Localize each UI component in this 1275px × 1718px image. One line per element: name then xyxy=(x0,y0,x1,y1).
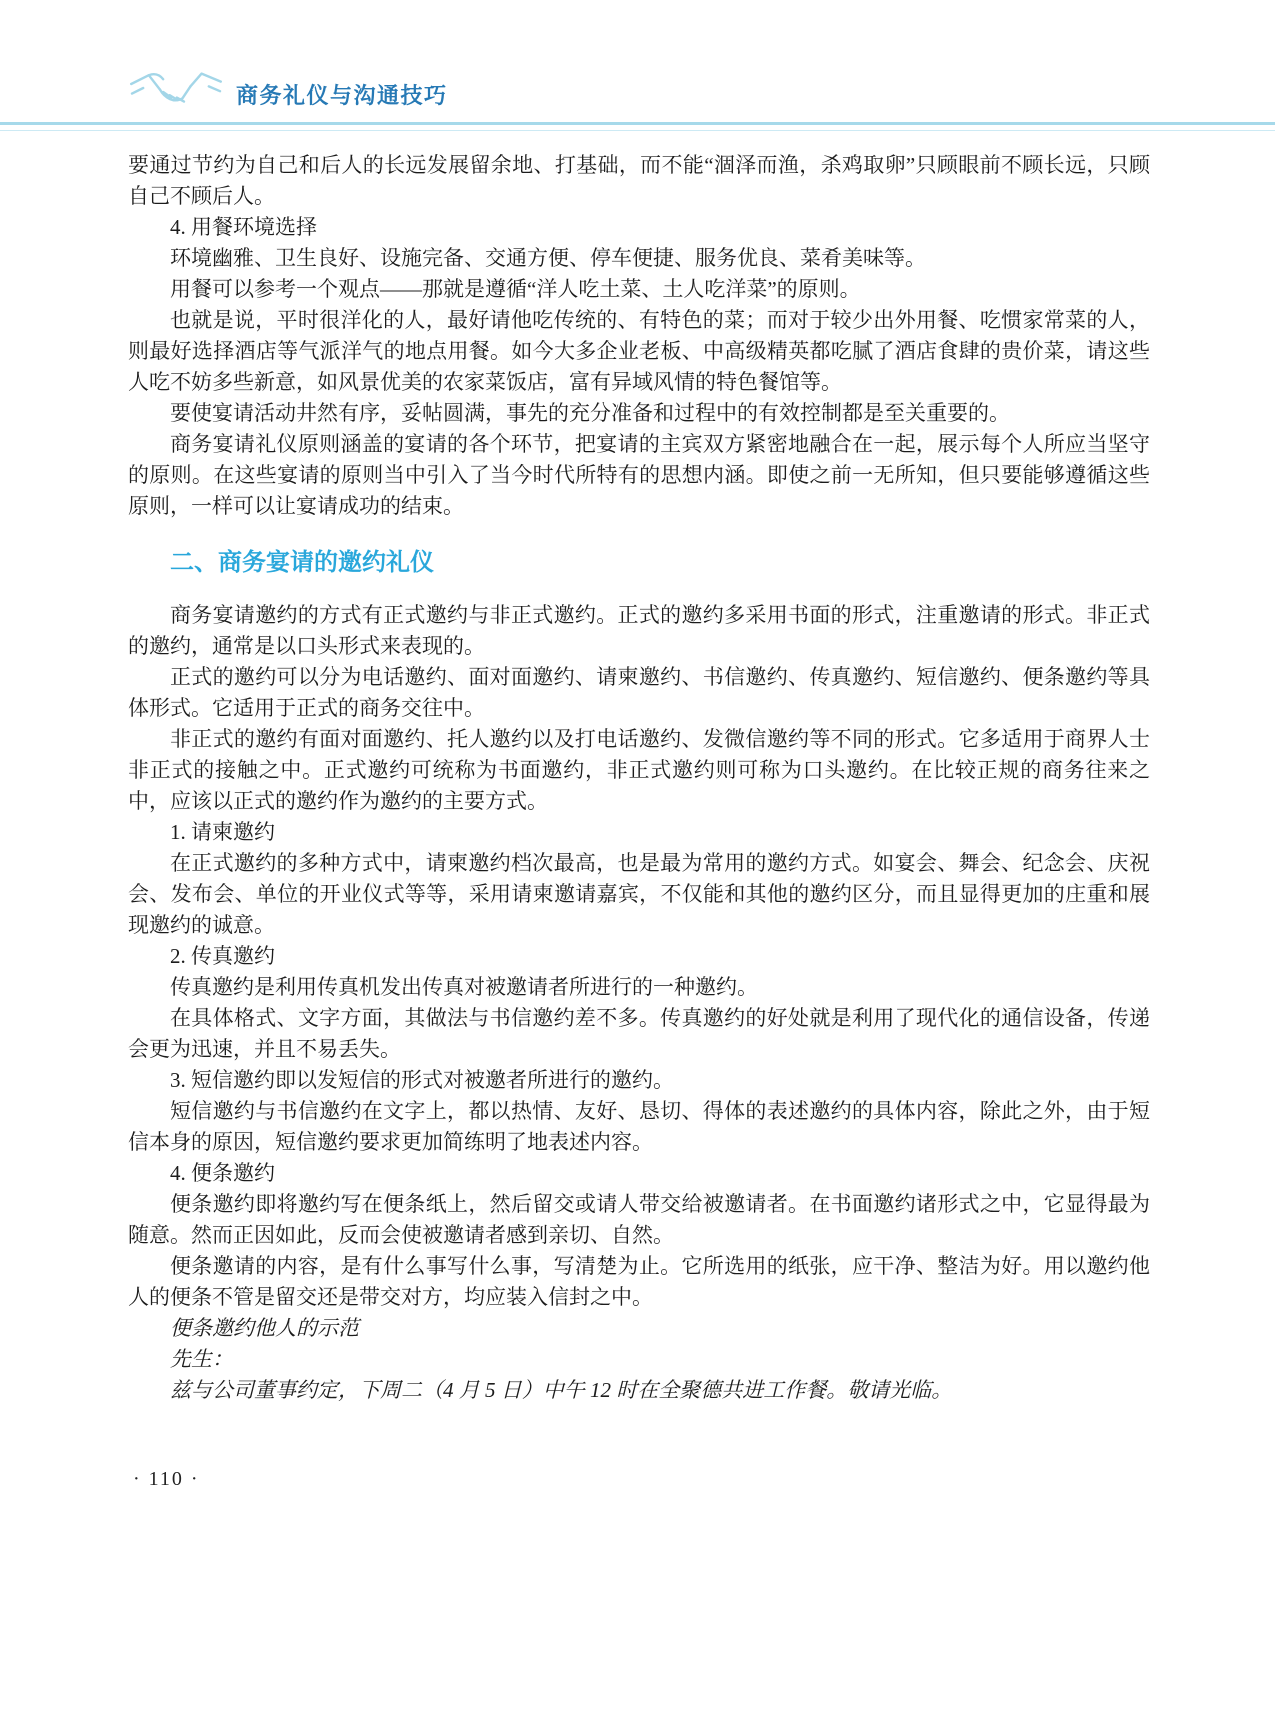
paragraph: 用餐可以参考一个观点——那就是遵循“洋人吃土菜、土人吃洋菜”的原则。 xyxy=(170,277,861,301)
paragraph: 传真邀约是利用传真机发出传真对被邀请者所进行的一种邀约。 xyxy=(170,975,758,999)
paragraph: 商务宴请邀约的方式有正式邀约与非正式邀约。正式的邀约多采用书面的形式，注重邀请的形式。非正式的邀约，通常是以口头形式来表现的。 xyxy=(128,603,1150,658)
paragraph: 2. 传真邀约 xyxy=(170,944,275,968)
page-header xyxy=(0,0,1275,131)
paragraph: 便条邀请的内容，是有什么事写什么事，写清楚为止。它所选用的纸张，应干净、整洁为好。用以邀约他人的便条不管是留交还是带交对方，均应装入信封之中。 xyxy=(128,1254,1150,1309)
header-row xyxy=(0,0,1275,122)
paragraph: 商务宴请礼仪原则涵盖的宴请的各个环节，把宴请的主宾双方紧密地融合在一起，展示每个人所应当坚守的原则。在这些宴请的原则当中引入了当今时代所特有的思想内涵。即使之前一无所知，但只要能够遵循这些原则，一样可以让宴请成功的结束。 xyxy=(128,432,1150,518)
example-line: 兹与公司董事约定，下周二（4 月 5 日）中午 12 时在全聚德共进工作餐。敬请光临。 xyxy=(170,1378,953,1402)
paragraph: 便条邀约即将邀约写在便条纸上，然后留交或请人带交给被邀请者。在书面邀约诸形式之中，它显得最为随意。然而正因如此，反而会使被邀请者感到亲切、自然。 xyxy=(128,1192,1150,1247)
paragraph: 3. 短信邀约即以发短信的形式对被邀者所进行的邀约。 xyxy=(170,1068,674,1092)
paragraph: 在正式邀约的多种方式中，请柬邀约档次最高，也是最为常用的邀约方式。如宴会、舞会、纪念会、庆祝会、发布会、单位的开业仪式等等，采用请柬邀请嘉宾，不仅能和其他的邀约区分，而且显得更加的庄重和展现邀约的诚意。 xyxy=(128,851,1150,937)
paragraph: 1. 请柬邀约 xyxy=(170,820,275,844)
header-divider-thick xyxy=(0,122,1275,125)
paragraph: 在具体格式、文字方面，其做法与书信邀约差不多。传真邀约的好处就是利用了现代化的通信设备，传递会更为迅速，并且不易丢失。 xyxy=(128,1006,1150,1061)
section-heading: 二、商务宴请的邀约礼仪 xyxy=(170,549,434,576)
page-footer xyxy=(133,1468,200,1491)
paragraph: 要使宴请活动井然有序，妥帖圆满，事先的充分准备和过程中的有效控制都是至关重要的。 xyxy=(170,401,1010,425)
paragraph: 4. 用餐环境选择 xyxy=(170,215,317,239)
paragraph: 也就是说，平时很洋化的人，最好请他吃传统的、有特色的菜；而对于较少出外用餐、吃惯家常菜的人，则最好选择酒店等气派洋气的地点用餐。如今大多企业老板、中高级精英都吃腻了酒店食肆的贵价菜，请这些人吃不妨多些新意，如风景优美的农家菜饭店，富有异域风情的特色餐馆等。 xyxy=(128,308,1150,394)
paragraph: 要通过节约为自己和后人的长远发展留余地、打基础，而不能“涸泽而渔，杀鸡取卵”只顾眼前不顾长远，只顾自己不顾后人。 xyxy=(128,153,1150,208)
example-line: 便条邀约他人的示范 xyxy=(170,1316,359,1340)
header-title: 商务礼仪与沟通技巧 xyxy=(236,83,448,108)
paragraph: 环境幽雅、卫生良好、设施完备、交通方便、停车便捷、服务优良、菜肴美味等。 xyxy=(170,246,926,270)
page-body xyxy=(128,150,1150,1406)
paragraph: 正式的邀约可以分为电话邀约、面对面邀约、请柬邀约、书信邀约、传真邀约、短信邀约、便条邀约等具体形式。它适用于正式的商务交往中。 xyxy=(128,665,1150,720)
handshake-logo-icon xyxy=(128,68,224,116)
paragraph: 非正式的邀约有面对面邀约、托人邀约以及打电话邀约、发微信邀约等不同的形式。它多适用于商界人士非正式的接触之中。正式邀约可统称为书面邀约，非正式邀约则可称为口头邀约。在比较正规的商务往来之中，应该以正式的邀约作为邀约的主要方式。 xyxy=(128,727,1150,813)
page-number: · 110 · xyxy=(133,1468,200,1490)
header-divider-thin xyxy=(0,130,1275,131)
example-line: 先生： xyxy=(170,1347,233,1371)
paragraph: 4. 便条邀约 xyxy=(170,1161,275,1185)
paragraph: 短信邀约与书信邀约在文字上，都以热情、友好、恳切、得体的表述邀约的具体内容，除此之外，由于短信本身的原因，短信邀约要求更加简练明了地表述内容。 xyxy=(128,1099,1150,1154)
